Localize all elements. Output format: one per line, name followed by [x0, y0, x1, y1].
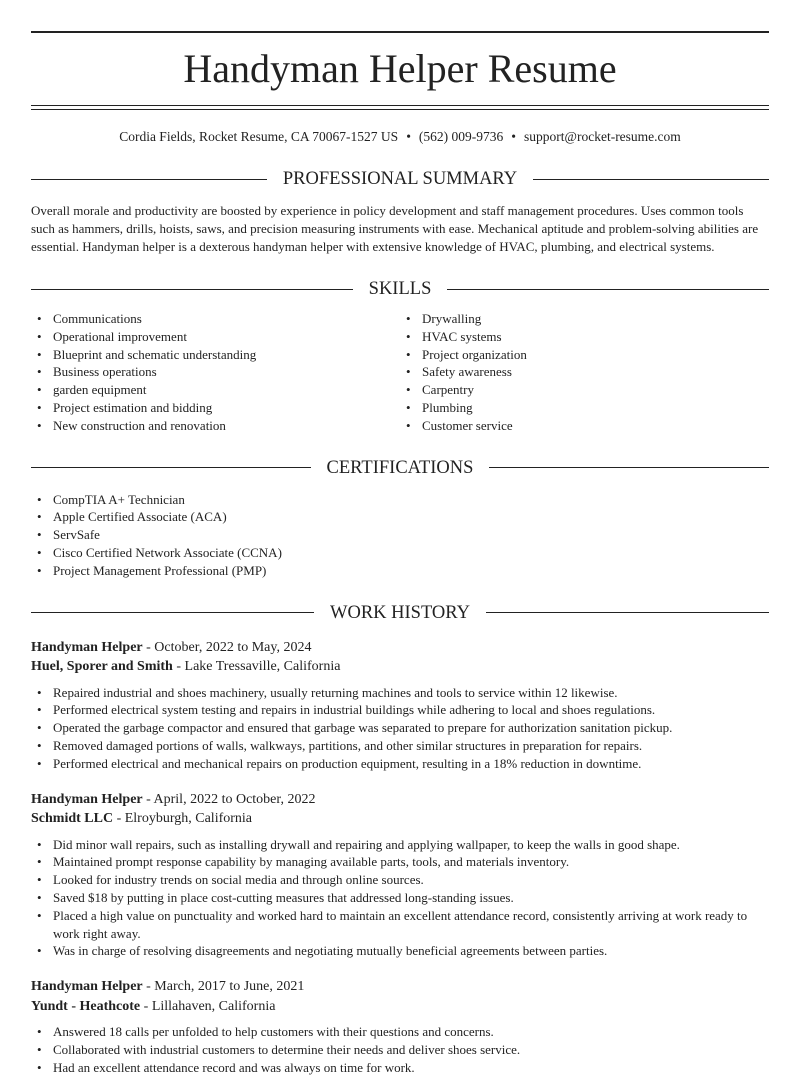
job-title: Handyman Helper	[31, 791, 143, 807]
work-history	[31, 638, 769, 1077]
job-bullets	[31, 836, 769, 961]
list-item: • Performed electrical system testing and repairs in industrial buildings while adhering to local and shoes regulations.	[31, 701, 769, 719]
list-item: • Project estimation and bidding	[31, 399, 400, 417]
job-location: - Lake Tressaville, California	[172, 659, 341, 675]
summary-text: Overall morale and productivity are boosted by experience in policy development and staff management procedures. Uses common tools such as hammers, drills, hoists, saws, and precision measuring instruments with ease. Mechanical aptitude and problem-solving abilities are essential. Handyman helper is a dexterous handyman helper with extensive knowledge of HVAC, plumbing, and electrical systems.	[31, 203, 759, 254]
list-item: • ServSafe	[31, 526, 769, 544]
list-item: • Plumbing	[400, 399, 769, 417]
list-item: • Customer service	[400, 417, 769, 435]
job-location: - Lillahaven, California	[140, 998, 276, 1014]
list-item: • Drywalling	[400, 310, 769, 328]
job-title-line	[31, 638, 769, 658]
certifications-list	[31, 491, 769, 580]
list-item: • Did minor wall repairs, such as installing drywall and repairing and applying wallpaper, to keep the walls in good shape.	[31, 836, 769, 854]
section-title: PROFESSIONAL SUMMARY	[282, 169, 518, 189]
list-item: • Communications	[31, 310, 400, 328]
list-item: • Project Management Professional (PMP)	[31, 562, 769, 580]
job-company-line	[31, 997, 769, 1017]
job-company: Yundt - Heathcote	[31, 998, 141, 1014]
job-dates: - March, 2017 to June, 2021	[142, 979, 305, 995]
contact-email: support@rocket-resume.com	[524, 129, 681, 144]
list-item: • Business operations	[31, 363, 400, 381]
section-title: WORK HISTORY	[330, 602, 470, 623]
section-header-certifications	[31, 457, 769, 479]
job-title-line	[31, 977, 769, 997]
list-item: • CompTIA A+ Technician	[31, 491, 769, 509]
job-entry	[31, 638, 769, 773]
top-rule	[31, 31, 769, 33]
job-company-line	[31, 809, 769, 829]
job-dates: - October, 2022 to May, 2024	[142, 639, 312, 655]
contact-phone: (562) 009-9736	[418, 129, 504, 144]
job-location: - Elroyburgh, California	[113, 811, 253, 827]
list-item: • Had an excellent attendance record and was always on time for work.	[31, 1059, 769, 1077]
list-item: • Cisco Certified Network Associate (CCNA)	[31, 544, 769, 562]
resume-title: Handyman Helper Resume	[183, 46, 617, 91]
skills-right-column	[400, 310, 769, 435]
list-item: • New construction and renovation	[31, 417, 400, 435]
job-entry	[31, 977, 769, 1076]
contact-line	[31, 128, 769, 146]
list-item: • Answered 18 calls per unfolded to help customers with their questions and concerns.	[31, 1023, 769, 1041]
list-item: • Saved $18 by putting in place cost-cutting measures that addressed long-standing issues.	[31, 889, 769, 907]
contact-address: Cordia Fields, Rocket Resume, CA 70067-1527 US	[119, 129, 399, 144]
section-header-summary	[31, 168, 769, 190]
job-company: Huel, Sporer and Smith	[31, 659, 173, 675]
job-company: Schmidt LLC	[31, 811, 114, 827]
section-title: SKILLS	[368, 279, 432, 299]
list-item: • Removed damaged portions of walls, walkways, partitions, and other similar structures in preparation for repairs.	[31, 737, 769, 755]
section-header-work	[31, 602, 769, 624]
list-item: • Collaborated with industrial customers to determine their needs and deliver shoes service.	[31, 1041, 769, 1059]
list-item: • Repaired industrial and shoes machinery, usually returning machines and tools to service within 12 likewise.	[31, 684, 769, 702]
list-item: • Was in charge of resolving disagreements and negotiating mutually beneficial agreements between parties.	[31, 942, 769, 960]
list-item: • HVAC systems	[400, 328, 769, 346]
job-bullets	[31, 1023, 769, 1076]
job-bullets	[31, 684, 769, 773]
list-item: • Maintained prompt response capability by managing available parts, tools, and materials inventory.	[31, 853, 769, 871]
list-item: • Carpentry	[400, 381, 769, 399]
section-header-skills	[31, 278, 769, 300]
separator: •	[406, 129, 411, 144]
list-item: • Safety awareness	[400, 363, 769, 381]
list-item: • Placed a high value on punctuality and worked hard to maintain an excellent attendance record, consistently arriving at work ready to work right away.	[31, 907, 769, 943]
double-rule	[31, 105, 769, 110]
list-item: • garden equipment	[31, 381, 400, 399]
list-item: • Blueprint and schematic understanding	[31, 346, 400, 364]
job-title: Handyman Helper	[31, 979, 143, 995]
list-item: • Operated the garbage compactor and ensured that garbage was separated to prepare for authorization sanitation pickup.	[31, 719, 769, 737]
job-entry	[31, 790, 769, 961]
job-dates: - April, 2022 to October, 2022	[142, 791, 316, 807]
list-item: • Project organization	[400, 346, 769, 364]
section-title: CERTIFICATIONS	[326, 457, 474, 478]
list-item: • Looked for industry trends on social media and through online sources.	[31, 871, 769, 889]
list-item: • Apple Certified Associate (ACA)	[31, 508, 769, 526]
job-title: Handyman Helper	[31, 639, 143, 655]
separator: •	[511, 129, 517, 144]
skills-left-column	[31, 310, 400, 435]
list-item: • Operational improvement	[31, 328, 400, 346]
job-title-line	[31, 790, 769, 810]
job-company-line	[31, 657, 769, 677]
list-item: • Performed electrical and mechanical repairs on production equipment, resulting in a 18% reduction in downtime.	[31, 755, 769, 773]
skills-list	[31, 310, 769, 435]
